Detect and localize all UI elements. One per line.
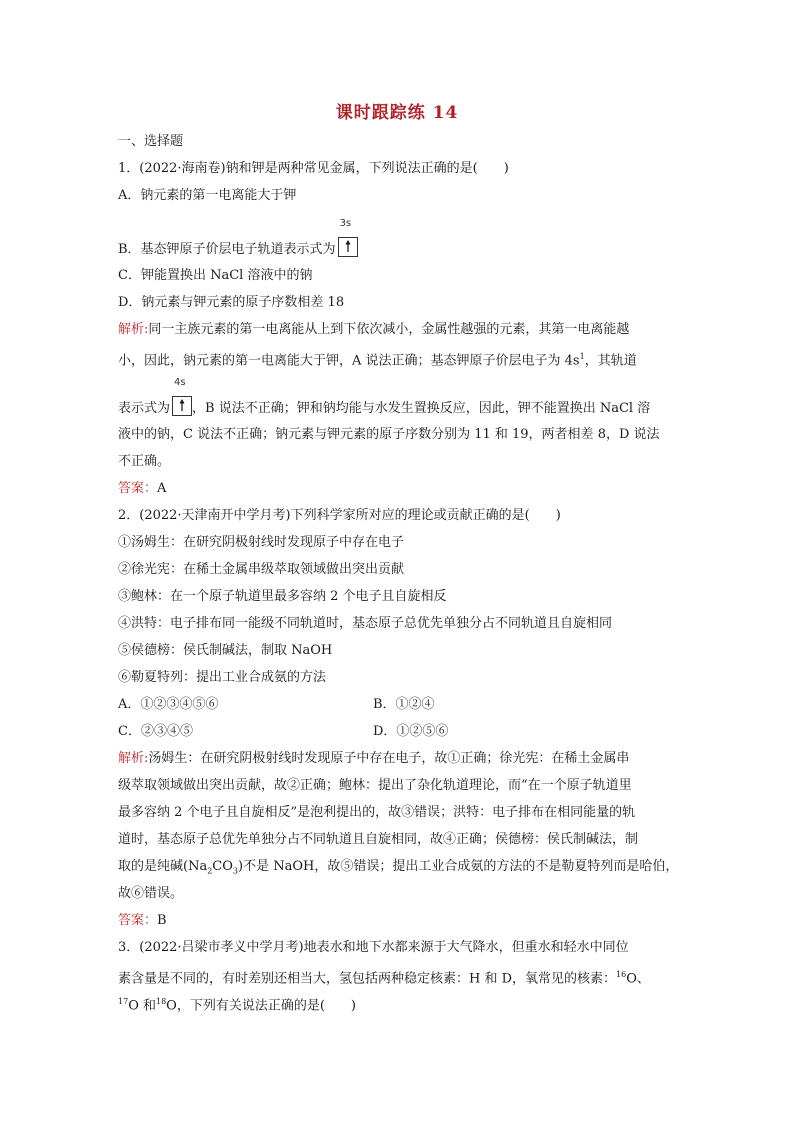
analysis-text: 取的是纯碱(Na: [118, 859, 208, 874]
q2-analysis-line-4: 道时，基态原子总优先单独分占不同轨道且自旋相同，故④正确；侯德榜：侯氏制碱法，制: [118, 832, 639, 847]
q2-answer: [118, 911, 167, 931]
answer-value: A: [157, 481, 167, 496]
analysis-label: 解析:: [118, 322, 149, 337]
superscript: 1: [579, 352, 585, 361]
q2-stem: 2．(2022·天津南开中学月考)下列科学家所对应的理论或贡献正确的是( ): [118, 508, 561, 523]
orbital-label: 4s: [174, 377, 186, 388]
q2-item-3: ③鲍林：在一个原子轨道里最多容纳 2 个电子且自旋相反: [118, 589, 447, 604]
analysis-text: 同一主族元素的第一电离能从上到下依次减小，金属性越强的元素，其第一电离能越: [148, 322, 630, 337]
stem-text: O 和: [128, 998, 156, 1014]
q2-analysis-line-3: 最多容纳 2 个电子且自旋相反”是泡利提出的，故③错误；洪特：电子排布在相同能量的轨: [118, 805, 636, 820]
q1-stem: 1．(2022·海南卷)钠和钾是两种常见金属，下列说法正确的是( ): [118, 161, 509, 176]
orbital-diagram-3s: [338, 218, 358, 257]
analysis-text: )不是 NaOH，故⑤错误；提出工业合成氨的方法的不是勒夏特列而是哈伯，: [238, 859, 679, 874]
analysis-text: ，B 说法不正确；钾和钠均能与水发生置换反应，因此，钾不能置换出 NaCl 溶: [192, 401, 651, 416]
analysis-text: CO: [212, 859, 233, 874]
q2-option-b: B．①②④: [373, 697, 435, 712]
q2-item-4: ④洪特：电子排布同一能级不同轨道时，基态原子总优先单独分占不同轨道且自旋相同: [118, 616, 613, 631]
up-arrow-icon: [172, 396, 192, 416]
q1-option-b: [118, 218, 358, 260]
q3-stem-line-1: 3．(2022·吕梁市孝义中学月考)地表水和地下水都来源于大气降水，但重水和轻水中同位: [118, 940, 629, 955]
superscript: 16: [616, 970, 627, 979]
answer-label: 答案：: [118, 913, 158, 928]
q2-analysis-line-1: [118, 749, 629, 769]
subscript: 3: [232, 866, 238, 876]
superscript: 18: [155, 997, 167, 1006]
analysis-text: 汤姆生：在研究阴极射线时发现原子中存在电子，故①正确；徐光宪：在稀土金属串: [148, 751, 630, 766]
q2-analysis-line-2: 级萃取领域做出突出贡献，故②正确；鲍林：提出了杂化轨道理论，而“在一个原子轨道里: [118, 778, 632, 793]
orbital-label: 3s: [339, 218, 352, 229]
q2-item-1: ①汤姆生：在研究阴极射线时发现原子中存在电子: [118, 535, 405, 550]
answer-label: 答案：: [118, 481, 158, 496]
q1-answer: [118, 479, 166, 499]
subscript: 2: [207, 866, 213, 876]
q3-stem-line-3: [118, 992, 356, 1016]
q1-option-c: C．钾能置换出 NaCl 溶液中的钠: [118, 268, 313, 283]
orbital-diagram-4s: [172, 377, 192, 416]
q2-option-a: A．①②③④⑤⑥: [118, 697, 219, 712]
q1-analysis-line-1: [118, 320, 629, 340]
answer-value: B: [157, 913, 167, 928]
q1-analysis-line-3: [118, 377, 651, 419]
q2-option-c: C．②③④⑤: [118, 724, 193, 739]
q3-stem-line-2: [118, 965, 650, 989]
stem-text: 素含量是不同的，有时差别还相当大，氢包括两种稳定核素：H 和 D，氧常见的核素：: [118, 971, 617, 987]
stem-text: O，下列有关说法正确的是( ): [166, 998, 356, 1014]
q1-option-d: D．钠元素与钾元素的原子序数相差 18: [118, 295, 345, 310]
section-heading: 一、选择题: [118, 134, 184, 149]
superscript: 17: [118, 997, 129, 1006]
q2-analysis-line-6: 故⑥错误。: [118, 886, 184, 901]
q1-analysis-line-5: 不正确。: [118, 454, 171, 469]
analysis-text: 小，因此，钠元素的第一电离能大于钾，A 说法正确；基态钾原子价层电子为 4s: [118, 353, 580, 369]
up-arrow-icon: [338, 237, 358, 257]
q1-analysis-line-4: 液中的钠，C 说法不正确；钠元素与钾元素的原子序数分别为 11 和 19，两者相差 8，D 说法: [118, 427, 660, 442]
q1-analysis-line-2: [118, 347, 637, 371]
q2-item-2: ②徐光宪：在稀土金属串级萃取领域做出突出贡献: [118, 562, 405, 577]
q2-option-d: D．①②⑤⑥: [373, 724, 449, 739]
q2-item-5: ⑤侯德榜：侯氏制碱法，制取 NaOH: [118, 643, 333, 658]
analysis-text: ，其轨道: [584, 353, 637, 369]
page-title: 课时跟踪练 14: [335, 103, 459, 123]
q1-option-a: A．钠元素的第一电离能大于钾: [118, 188, 297, 203]
q2-item-6: ⑥勒夏特列：提出工业合成氨的方法: [118, 670, 327, 685]
stem-text: O、: [626, 971, 650, 987]
analysis-label: 解析:: [118, 751, 149, 766]
q2-analysis-line-5: [118, 857, 678, 882]
analysis-text: 表示式为: [118, 401, 171, 416]
q1-option-b-text: B．基态钾原子价层电子轨道表示式为: [118, 242, 336, 257]
